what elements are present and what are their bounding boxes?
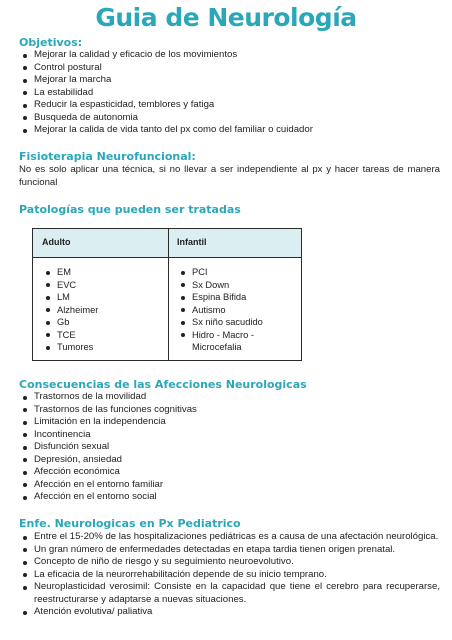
pediatrico-list xyxy=(19,531,440,619)
list-item: Trastornos de las funciones cognitivas xyxy=(19,404,197,417)
list-item: Incontinencia xyxy=(19,429,197,442)
table-divider xyxy=(168,229,169,360)
list-item: LM xyxy=(42,291,98,304)
list-item: La eficacia de la neurorrehabilitación depende de su inicio temprano. xyxy=(19,569,440,582)
list-item-continued: Microcefalia xyxy=(192,342,242,352)
list-item: Depresión, ansiedad xyxy=(19,454,197,467)
list-item: Gb xyxy=(42,316,98,329)
list-item: Limitación en la independencia xyxy=(19,416,197,429)
list-item: Autismo xyxy=(177,304,263,317)
list-item: Afección económica xyxy=(19,466,197,479)
list-item: Control postural xyxy=(19,62,313,75)
list-item: Reducir la espasticidad, temblores y fatiga xyxy=(19,99,313,112)
consecuencias-heading: Consecuencias de las Afecciones Neurologicas xyxy=(19,378,307,391)
child-pathology-list xyxy=(177,266,263,354)
list-item: Hidro - Macro - xyxy=(177,329,263,342)
list-item: Mejorar la calida de vida tanto del px como del familiar o cuidador xyxy=(19,124,313,137)
list-item: EM xyxy=(42,266,98,279)
list-item: PCI xyxy=(177,266,263,279)
adult-column-header: Adulto xyxy=(42,237,71,247)
list-item: Disfunción sexual xyxy=(19,441,197,454)
list-item: Trastornos de la movilidad xyxy=(19,391,197,404)
list-item: EVC xyxy=(42,279,98,292)
list-item: TCE xyxy=(42,329,98,342)
list-item: Sx niño sacudido xyxy=(177,316,263,329)
page-title: Guia de Neurología xyxy=(95,3,357,32)
list-item: Tumores xyxy=(42,341,98,354)
fisioterapia-text: No es solo aplicar una técnica, si no llevar a ser independiente al px y hacer tareas de manera funcional xyxy=(19,164,440,188)
patologias-table xyxy=(32,228,302,361)
list-item: Entre el 15-20% de las hospitalizaciones pediátricas es a causa de una afectación neurológica. xyxy=(19,531,440,544)
list-item: Neuroplasticidad verosimil: Consiste en la capacidad que tiene el cerebro para recuperarse, reestructurarse y adaptarse a nuevas situaciones. xyxy=(19,581,440,606)
list-item: Alzheimer xyxy=(42,304,98,317)
list-item: Busqueda de autonomia xyxy=(19,112,313,125)
list-item: La estabilidad xyxy=(19,87,313,100)
list-item: Mejorar la calidad y eficacio de los movimientos xyxy=(19,49,313,62)
objetivos-list xyxy=(19,49,313,137)
list-item: Atención evolutiva/ paliativa xyxy=(19,606,440,619)
list-item: Afección en el entorno familiar xyxy=(19,479,197,492)
list-item: Concepto de niño de riesgo y su seguimiento neuroevolutivo. xyxy=(19,556,440,569)
consecuencias-list xyxy=(19,391,197,504)
list-item: Espina Bifida xyxy=(177,291,263,304)
patologias-heading: Patologías que pueden ser tratadas xyxy=(19,203,241,216)
fisioterapia-heading: Fisioterapia Neurofuncional: xyxy=(19,150,196,163)
table-header-row xyxy=(33,229,301,258)
list-item: Afección en el entorno social xyxy=(19,491,197,504)
objetivos-heading: Objetivos: xyxy=(19,36,83,49)
pediatrico-heading: Enfe. Neurologicas en Px Pediatrico xyxy=(19,517,241,530)
child-column-header: Infantil xyxy=(177,237,207,247)
adult-pathology-list xyxy=(42,266,98,354)
list-item: Un gran número de enfermedades detectadas en etapa tardia tienen origen prenatal. xyxy=(19,544,440,557)
list-item: Sx Down xyxy=(177,279,263,292)
list-item: Mejorar la marcha xyxy=(19,74,313,87)
